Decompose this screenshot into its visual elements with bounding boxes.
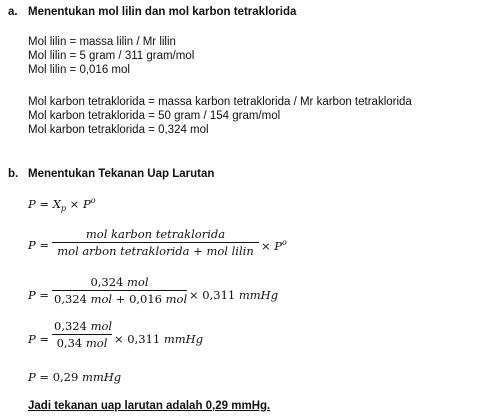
mol-karbon-line-2: Mol karbon tetraklorida = 50 gram / 154 gram/mol xyxy=(28,110,281,122)
conclusion: Jadi tekanan uap larutan adalah 0,29 mmHg. xyxy=(28,400,271,412)
eq3-den-a-unit: mol xyxy=(90,292,113,306)
eq4-den-val: 0,34 xyxy=(56,336,83,350)
eq4-fraction xyxy=(52,319,112,350)
section-b-title: Menentukan Tekanan Uap Larutan xyxy=(28,168,215,180)
eq4-tail-val: × 0,311 xyxy=(114,332,161,346)
eq2-tail-text: × P xyxy=(261,238,283,253)
eq3-num-val: 0,324 xyxy=(90,275,124,289)
eq2-tail xyxy=(261,238,287,253)
eq3-den-b: 0,016 xyxy=(129,292,162,306)
eq3-tail-val: × 0,311 xyxy=(189,288,236,302)
section-a-marker: a. xyxy=(8,6,18,18)
eq4-denominator xyxy=(52,334,112,350)
eq2-fraction xyxy=(52,227,259,258)
eq3-tail-unit: mmHg xyxy=(238,288,279,302)
eq3-den-plus: + xyxy=(115,292,126,306)
eq3-den-b-unit: mol xyxy=(165,292,188,306)
eq5-val: 0,29 xyxy=(52,370,79,384)
eq5-lhs: P = xyxy=(28,370,50,384)
eq4-tail-unit: mmHg xyxy=(163,332,204,346)
eq4-den-unit: mol xyxy=(85,336,108,350)
section-a-title: Menentukan mol lilin dan mol karbon tetraklorida xyxy=(28,6,297,18)
eq1-times: × xyxy=(69,196,80,211)
mol-lilin-line-2: Mol lilin = 5 gram / 311 gram/mol xyxy=(28,50,195,62)
eq4-numerator xyxy=(52,319,112,334)
eq2-sup: o xyxy=(282,238,287,247)
mol-karbon-line-1: Mol karbon tetraklorida = massa karbon tetraklorida / Mr karbon tetraklorida xyxy=(28,96,412,108)
eq1-sub: p xyxy=(60,204,66,214)
eq5-unit: mmHg xyxy=(81,370,122,384)
eq1-x: X xyxy=(52,196,61,211)
eq4-tail xyxy=(114,332,203,346)
eq3-den-a: 0,324 xyxy=(54,292,87,306)
eq3-tail xyxy=(189,288,278,302)
eq3-num-unit: mol xyxy=(127,275,149,289)
eq1-sup: o xyxy=(90,196,96,205)
eq2-numerator: mol karbon tetraklorida xyxy=(85,227,226,241)
equation-5 xyxy=(28,370,121,384)
eq3-fraction xyxy=(52,275,187,306)
eq2-lhs: P = xyxy=(28,238,50,252)
eq3-lhs: P = xyxy=(28,288,50,302)
mol-karbon-line-3: Mol karbon tetraklorida = 0,324 mol xyxy=(28,124,209,136)
equation-1 xyxy=(28,196,96,213)
section-b-marker: b. xyxy=(8,168,19,180)
eq4-num-unit: mol xyxy=(90,319,113,333)
eq2-denominator: mol arbon tetraklorida + mol lilin xyxy=(52,242,259,258)
mol-lilin-line-1: Mol lilin = massa lilin / Mr lilin xyxy=(28,36,176,48)
eq4-lhs: P = xyxy=(28,332,50,346)
eq3-numerator xyxy=(52,275,187,290)
mol-lilin-line-3: Mol lilin = 0,016 mol xyxy=(28,64,130,76)
eq1-lhs: P = xyxy=(28,196,50,211)
eq1-p: P xyxy=(82,196,91,211)
eq3-denominator xyxy=(52,290,187,306)
eq4-num-val: 0,324 xyxy=(54,319,87,333)
